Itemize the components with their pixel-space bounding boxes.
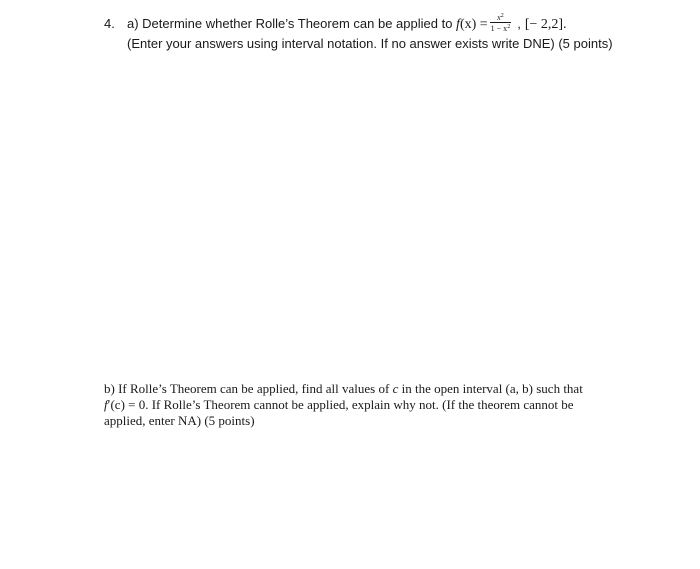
question-number: 4. [104,15,115,31]
part-b-line-1 [104,381,624,397]
derivative-function-name: f [104,397,108,412]
part-b-text-1b: in the open interval (a, b) such that [401,381,583,396]
interval: [− 2,2]. [524,16,567,32]
function-name: f [456,16,460,32]
function-expression [456,17,488,32]
part-b-line-3: applied, enter NA) (5 points) [104,413,255,428]
denominator-exponent: 2 [507,24,511,30]
function-argument: (x) = [459,16,488,32]
fraction-numerator [490,12,512,23]
question-part-a [104,14,567,35]
part-b-line-2 [104,397,624,413]
numerator-base: x [497,13,501,22]
part-b-text-1a: b) If Rolle’s Theorem can be applied, find all values of [104,381,390,396]
part-a-instructions: (Enter your answers using interval notation. If no answer exists write DNE) (5 points) [127,36,613,51]
part-a-prompt: a) Determine whether Rolle’s Theorem can be applied to [127,15,453,31]
separator-comma: , [517,15,521,31]
part-b-text-2: ′(c) = 0. If Rolle’s Theorem cannot be applied, explain why not. (If the theorem cannot be [107,397,574,412]
denominator-base: 1 − x [490,24,508,33]
function-fraction [490,12,512,33]
variable-c: c [392,381,399,396]
fraction-denominator [490,23,512,33]
numerator-exponent: 2 [500,13,504,19]
question-part-b [104,381,624,429]
